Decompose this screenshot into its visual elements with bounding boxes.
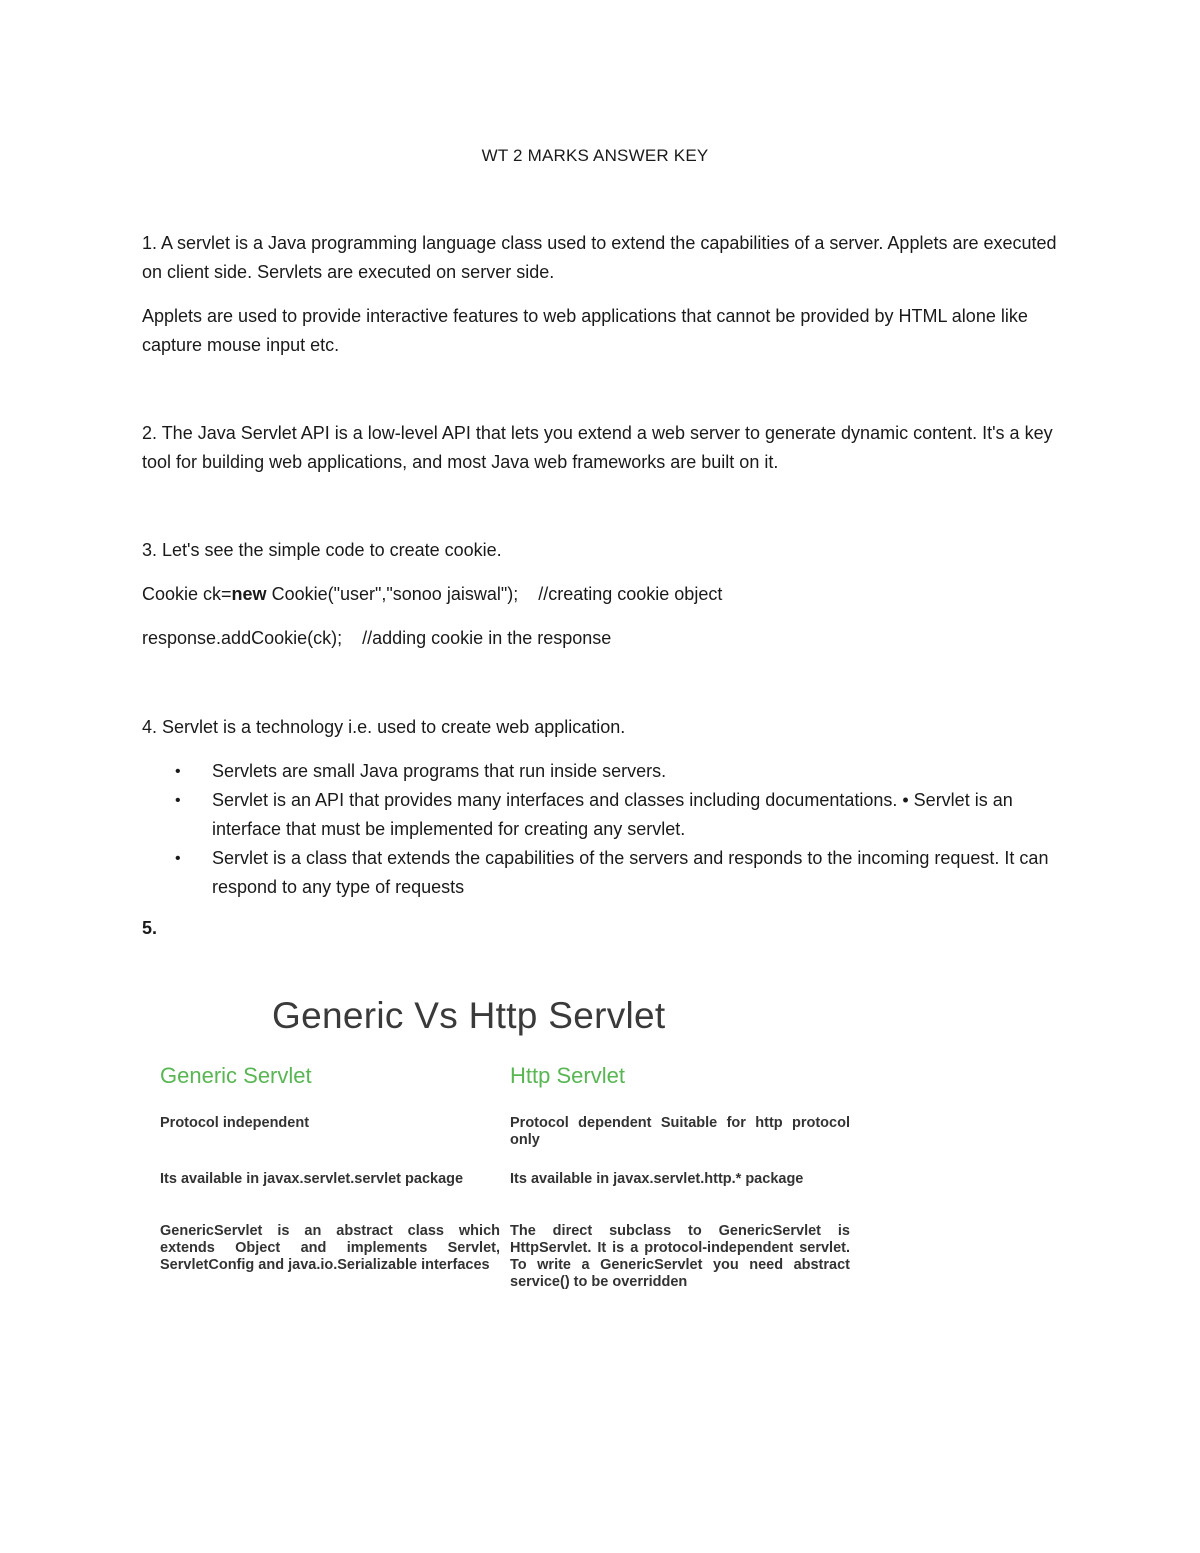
code-line-create-cookie <box>142 580 722 609</box>
bullet-icon: • <box>175 850 181 867</box>
answer-5-number: 5. <box>142 918 158 938</box>
bullet-icon: • <box>175 763 181 780</box>
comparison-figure <box>140 985 860 1315</box>
http-servlet-header: Http Servlet <box>510 1063 625 1088</box>
answer-1-paragraph-2: Applets are used to provide interactive features to web applications that cannot be provided by HTML alone like capture mouse input etc. <box>142 306 1028 355</box>
code-line-1-end: Cookie("user","sonoo jaiswal"); //creating cookie object <box>266 584 723 604</box>
answer-1-paragraph-1: 1. A servlet is a Java programming language class used to extend the capabilities of a server. Applets are executed on client side. Servlets are executed on server side. <box>142 233 1057 282</box>
http-servlet-point-2: Its available in javax.servlet.http.* package <box>510 1171 804 1187</box>
list-item <box>142 757 1072 786</box>
generic-servlet-column <box>160 1063 500 1273</box>
generic-servlet-point-1: Protocol independent <box>160 1115 310 1131</box>
answer-4-intro: 4. Servlet is a technology i.e. used to create web application. <box>142 717 626 737</box>
generic-servlet-point-3: GenericServlet is an abstract class which extends Object and implements Servlet, ServletConfig and java.io.Serializable interfaces <box>160 1223 500 1273</box>
bullet-text: Servlets are small Java programs that run inside servers. <box>212 761 667 781</box>
code-line-add-cookie: response.addCookie(ck); //adding cookie in the response <box>142 628 612 648</box>
http-servlet-point-3: The direct subclass to GenericServlet is HttpServlet. It is a protocol-independent servlet. To write a GenericServlet you need abstract service() to be overridden <box>510 1223 850 1290</box>
generic-servlet-header: Generic Servlet <box>160 1063 312 1088</box>
bullet-text: Servlet is an API that provides many interfaces and classes including documentations. • Servlet is an interface that must be implemented for creating any servlet. <box>212 790 1013 839</box>
bullet-icon: • <box>175 792 181 809</box>
http-servlet-column <box>510 1063 850 1290</box>
list-item <box>142 786 1072 844</box>
generic-servlet-point-2: Its available in javax.servlet.servlet package <box>160 1171 464 1187</box>
code-line-1-start: Cookie ck= <box>142 584 232 604</box>
page-title: WT 2 MARKS ANSWER KEY <box>481 146 709 165</box>
answer-4-bullet-list <box>142 757 1072 902</box>
figure-title: Generic Vs Http Servlet <box>272 995 666 1036</box>
bullet-text: Servlet is a class that extends the capabilities of the servers and responds to the incoming request. It can respond to any type of requests <box>212 848 1049 897</box>
code-keyword-new: new <box>231 584 267 604</box>
http-servlet-point-1: Protocol dependent Suitable for http protocol only <box>510 1115 850 1148</box>
answer-3-intro: 3. Let's see the simple code to create cookie. <box>142 540 502 560</box>
answer-2-paragraph: 2. The Java Servlet API is a low-level API that lets you extend a web server to generate dynamic content. It's a key tool for building web applications, and most Java web frameworks are built on it. <box>142 423 1053 472</box>
list-item <box>142 844 1072 902</box>
